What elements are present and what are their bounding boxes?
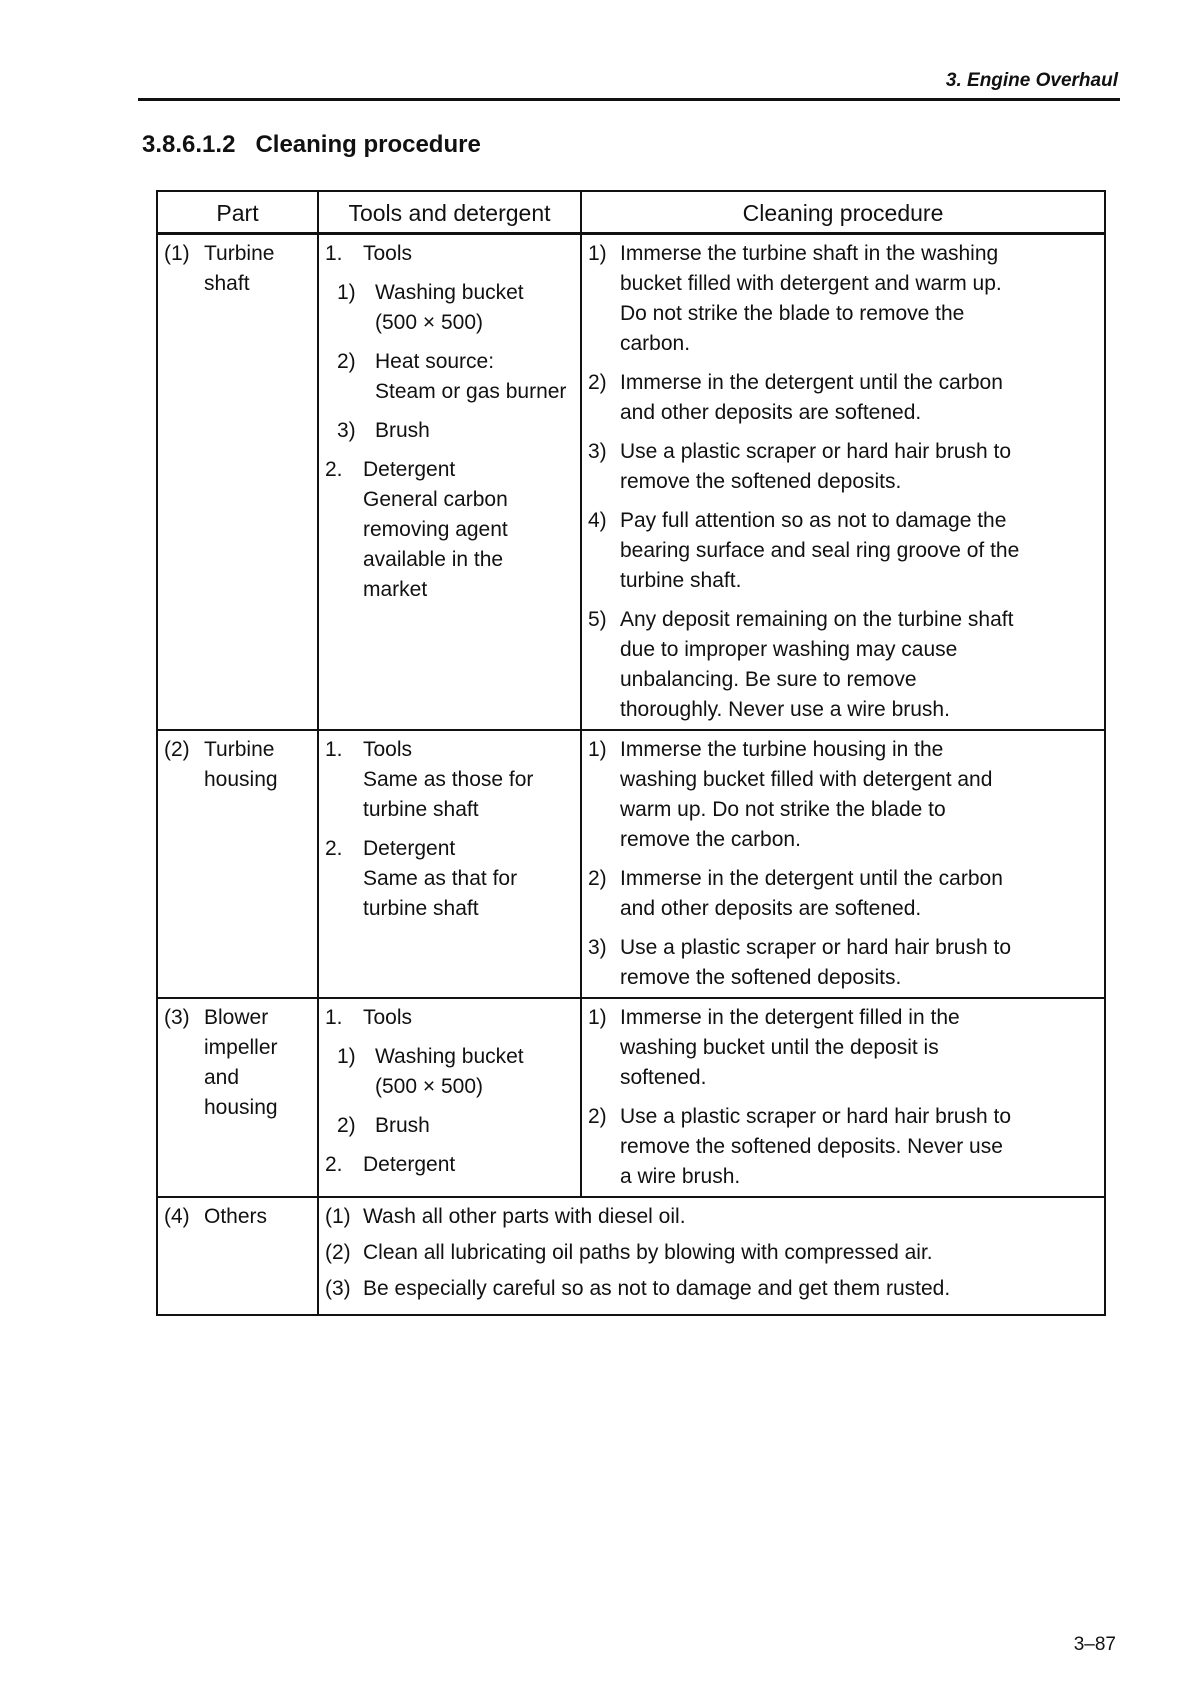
- step-text: [620, 506, 1019, 596]
- step-number: 1): [588, 242, 607, 265]
- page-number: 3–87: [1073, 1634, 1116, 1655]
- step-number: 1): [588, 1006, 607, 1029]
- tool-subitem: [325, 278, 574, 338]
- others-item-text: Clean all lubricating oil paths by blowing with compressed air.: [363, 1241, 933, 1264]
- item-number: 1): [337, 1045, 356, 1068]
- procedure-step: [588, 864, 1098, 924]
- step-number: 2): [588, 867, 607, 890]
- part-cell: [157, 998, 318, 1197]
- item-number: 3): [337, 419, 356, 442]
- step-number: 4): [588, 509, 607, 532]
- part-name-line: shaft: [204, 272, 250, 295]
- part-number: (4): [164, 1205, 190, 1228]
- part-name-line: Turbine: [204, 242, 275, 265]
- part-label: [164, 735, 311, 795]
- table-row-others: [157, 1197, 1105, 1315]
- procedure-step: [588, 239, 1098, 359]
- item-line: (500 × 500): [375, 311, 483, 334]
- item-text: [375, 416, 430, 446]
- item-number: 2): [337, 1114, 356, 1137]
- item-line: Detergent: [363, 1153, 456, 1176]
- item-line: available in the: [363, 548, 504, 571]
- step-text: [620, 605, 1013, 725]
- part-name-line: Others: [204, 1205, 268, 1228]
- part-label: [164, 1003, 311, 1123]
- tools-cell: [318, 730, 581, 998]
- tool-item: [325, 1003, 574, 1033]
- step-line: Do not strike the blade to remove the: [620, 302, 965, 325]
- procedure-cell: [581, 234, 1105, 731]
- step-line: remove the carbon.: [620, 828, 801, 851]
- item-line: Detergent: [363, 837, 456, 860]
- header-part: Part: [157, 191, 318, 234]
- item-number: 1.: [325, 738, 343, 761]
- part-cell: [157, 1197, 318, 1315]
- part-name-line: Turbine: [204, 738, 275, 761]
- tool-item: [325, 735, 574, 825]
- part-name-line: impeller: [204, 1036, 278, 1059]
- item-number: 2.: [325, 458, 343, 481]
- tool-subitem: [325, 1111, 574, 1141]
- item-line: Heat source:: [375, 350, 495, 373]
- others-item-text: Wash all other parts with diesel oil.: [363, 1205, 686, 1228]
- part-name: [204, 735, 278, 795]
- step-text: [620, 1003, 960, 1093]
- procedure-step: [588, 506, 1098, 596]
- part-label: [164, 1202, 311, 1232]
- item-text: [363, 1150, 455, 1180]
- tools-cell: [318, 998, 581, 1197]
- item-line: Steam or gas burner: [375, 380, 567, 403]
- step-number: 5): [588, 608, 607, 631]
- step-text: [620, 1102, 1011, 1192]
- item-line: Same as those for: [363, 768, 534, 791]
- item-line: turbine shaft: [363, 798, 479, 821]
- step-text: [620, 864, 1003, 924]
- item-number: 2.: [325, 1153, 343, 1176]
- step-text: [620, 239, 1002, 359]
- header-rule: [138, 98, 1120, 101]
- part-label: [164, 239, 311, 299]
- item-line: Brush: [375, 1114, 430, 1137]
- part-name-line: Blower: [204, 1006, 269, 1029]
- item-number: 1.: [325, 1006, 343, 1029]
- step-line: and other deposits are softened.: [620, 401, 922, 424]
- procedure-step: [588, 605, 1098, 725]
- tool-item: [325, 1150, 574, 1180]
- step-line: Immerse in the detergent filled in the: [620, 1006, 960, 1029]
- tool-item: [325, 455, 574, 605]
- step-text: [620, 368, 1003, 428]
- others-item-number: (2): [325, 1241, 351, 1264]
- step-number: 3): [588, 440, 607, 463]
- item-text: [363, 239, 412, 269]
- step-line: Use a plastic scraper or hard hair brush to: [620, 936, 1012, 959]
- step-number: 1): [588, 738, 607, 761]
- step-line: a wire brush.: [620, 1165, 741, 1188]
- others-item: [325, 1202, 1098, 1232]
- item-line: Brush: [375, 419, 430, 442]
- step-line: washing bucket filled with detergent and: [620, 768, 993, 791]
- procedure-cell: [581, 730, 1105, 998]
- item-text: [375, 1042, 524, 1102]
- tool-subitem: [325, 1042, 574, 1102]
- item-line: Tools: [363, 738, 413, 761]
- part-cell: [157, 730, 318, 998]
- step-line: Immerse the turbine housing in the: [620, 738, 944, 761]
- table-header-row: [157, 191, 1105, 234]
- step-line: bearing surface and seal ring groove of the: [620, 539, 1020, 562]
- others-cell: [318, 1197, 1105, 1315]
- section-number: 3.8.6.1.2: [142, 131, 236, 158]
- item-text: [375, 278, 524, 338]
- step-line: Use a plastic scraper or hard hair brush to: [620, 440, 1012, 463]
- part-name: [204, 1202, 267, 1232]
- tool-item: [325, 834, 574, 924]
- procedure-cell: [581, 998, 1105, 1197]
- item-text: [363, 1003, 412, 1033]
- item-number: 1): [337, 281, 356, 304]
- section-heading: Cleaning procedure: [255, 131, 481, 158]
- step-line: carbon.: [620, 332, 691, 355]
- item-number: 2.: [325, 837, 343, 860]
- table-row: [157, 730, 1105, 998]
- procedure-step: [588, 735, 1098, 855]
- part-name: [204, 1003, 278, 1123]
- item-line: Same as that for: [363, 867, 518, 890]
- others-item: [325, 1274, 1098, 1304]
- item-line: turbine shaft: [363, 897, 479, 920]
- item-line: removing agent: [363, 518, 508, 541]
- step-text: [620, 933, 1011, 993]
- tool-subitem: [325, 416, 574, 446]
- item-line: Tools: [363, 242, 413, 265]
- tool-subitem: [325, 347, 574, 407]
- header-procedure: Cleaning procedure: [581, 191, 1105, 234]
- item-line: Washing bucket: [375, 281, 524, 304]
- item-line: market: [363, 578, 428, 601]
- procedure-step: [588, 1003, 1098, 1093]
- part-number: (2): [164, 738, 190, 761]
- tools-cell: [318, 234, 581, 731]
- step-line: and other deposits are softened.: [620, 897, 922, 920]
- chapter-header: 3. Engine Overhaul: [945, 70, 1118, 91]
- procedure-step: [588, 437, 1098, 497]
- step-line: bucket filled with detergent and warm up.: [620, 272, 1002, 295]
- step-line: softened.: [620, 1066, 707, 1089]
- item-text: [375, 347, 566, 407]
- step-line: due to improper washing may cause: [620, 638, 958, 661]
- step-line: remove the softened deposits.: [620, 966, 902, 989]
- step-number: 2): [588, 371, 607, 394]
- step-line: warm up. Do not strike the blade to: [620, 798, 946, 821]
- step-number: 3): [588, 936, 607, 959]
- procedure-step: [588, 368, 1098, 428]
- section-title: [142, 131, 481, 159]
- others-item: [325, 1238, 1098, 1268]
- part-name: [204, 239, 274, 299]
- item-number: 2): [337, 350, 356, 373]
- item-text: [363, 455, 508, 605]
- step-text: [620, 437, 1011, 497]
- step-line: Immerse the turbine shaft in the washing: [620, 242, 999, 265]
- others-item-number: (3): [325, 1277, 351, 1300]
- item-line: Detergent: [363, 458, 456, 481]
- step-line: Use a plastic scraper or hard hair brush to: [620, 1105, 1012, 1128]
- item-text: [375, 1111, 430, 1141]
- table-row: [157, 234, 1105, 731]
- step-line: unbalancing. Be sure to remove: [620, 668, 917, 691]
- header-tools: Tools and detergent: [318, 191, 581, 234]
- others-item-number: (1): [325, 1205, 351, 1228]
- table-row: [157, 998, 1105, 1197]
- part-name-line: housing: [204, 768, 278, 791]
- part-cell: [157, 234, 318, 731]
- item-text: [363, 735, 533, 825]
- part-number: (3): [164, 1006, 190, 1029]
- step-line: thoroughly. Never use a wire brush.: [620, 698, 950, 721]
- procedure-step: [588, 1102, 1098, 1192]
- part-name-line: housing: [204, 1096, 278, 1119]
- step-line: remove the softened deposits. Never use: [620, 1135, 1003, 1158]
- step-number: 2): [588, 1105, 607, 1128]
- item-line: Tools: [363, 1006, 413, 1029]
- step-line: washing bucket until the deposit is: [620, 1036, 939, 1059]
- tool-item: [325, 239, 574, 269]
- item-line: General carbon: [363, 488, 508, 511]
- others-item-text: Be especially careful so as not to damage and get them rusted.: [363, 1277, 951, 1300]
- item-line: Washing bucket: [375, 1045, 524, 1068]
- item-text: [363, 834, 517, 924]
- step-line: Pay full attention so as not to damage the: [620, 509, 1007, 532]
- step-line: Immerse in the detergent until the carbon: [620, 867, 1003, 890]
- step-line: Any deposit remaining on the turbine shaft: [620, 608, 1014, 631]
- part-name-line: and: [204, 1066, 240, 1089]
- step-line: remove the softened deposits.: [620, 470, 902, 493]
- step-line: turbine shaft.: [620, 569, 742, 592]
- part-number: (1): [164, 242, 190, 265]
- procedure-step: [588, 933, 1098, 993]
- step-text: [620, 735, 992, 855]
- cleaning-procedure-table: [156, 190, 1106, 1316]
- item-line: (500 × 500): [375, 1075, 483, 1098]
- step-line: Immerse in the detergent until the carbon: [620, 371, 1003, 394]
- item-number: 1.: [325, 242, 343, 265]
